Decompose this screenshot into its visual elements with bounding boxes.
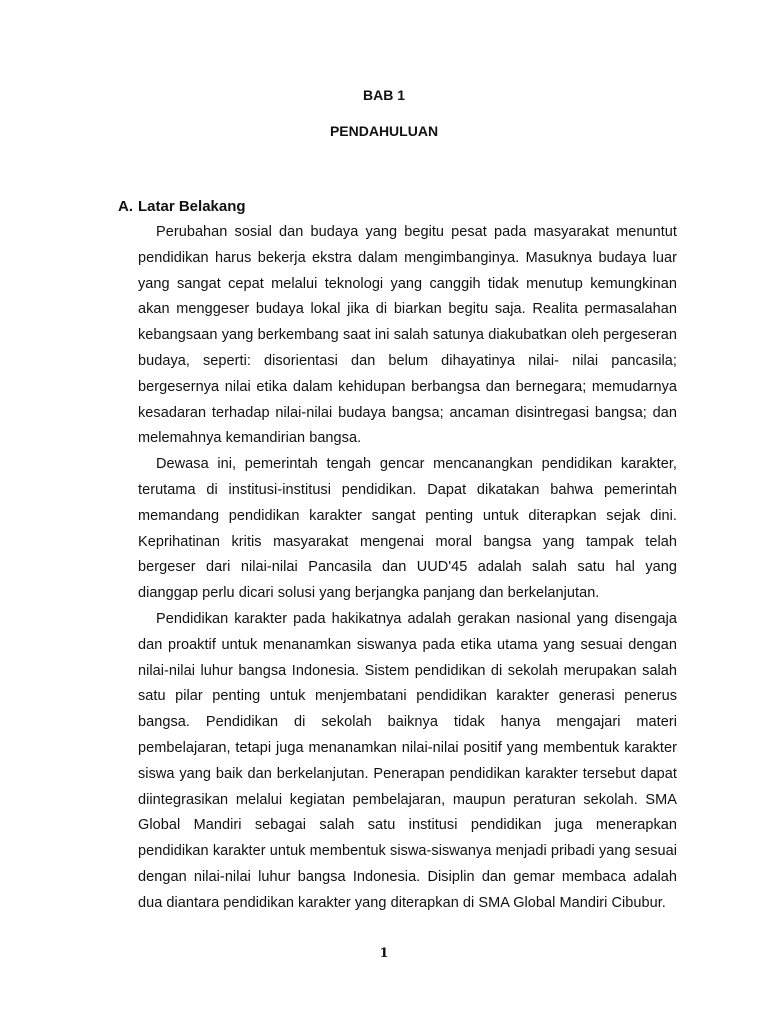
page-number: 1	[379, 946, 389, 961]
chapter-label: BAB 1	[362, 87, 405, 103]
section-letter: A.	[118, 198, 133, 215]
body-text	[138, 220, 677, 917]
chapter-title: PENDAHULUAN	[329, 123, 439, 139]
paragraph-2: Dewasa ini, pemerintah tengah gencar mencanangkan pendidikan karakter, terutama di institusi-institusi pendidikan. Dapat dikatakan bahwa pemerintah memandang pendidikan karakter sangat penting untuk diterapkan sejak dini. Keprihatinan kritis masyarakat mengenai moral bangsa yang tampak telah bergeser dari nilai-nilai Pancasila dan UUD'45 adalah salah satu hal yang dianggap perlu dicari solusi yang berjangka panjang dan berkelanjutan.	[138, 456, 677, 602]
section-title: Latar Belakang	[138, 198, 246, 215]
paragraph-1: Perubahan sosial dan budaya yang begitu pesat pada masyarakat menuntut pendidikan harus bekerja ekstra dalam mengimbanginya. Masuknya budaya luar yang sangat cepat melalui teknologi yang canggih tidak menutup kemungkinan akan menggeser budaya lokal jika di biarkan begitu saja. Realita permasalahan kebangsaan yang berkembang saat ini salah satunya diakubatkan oleh pergeseran budaya, seperti: disorientasi dan belum dihayatinya nilai- nilai pancasila; bergesernya nilai etika dalam kehidupan berbangsa dan bernegara; memudarnya kesadaran terhadap nilai-nilai budaya bangsa; ancaman disintregasi bangsa; dan melemahnya kemandirian bangsa.	[138, 224, 677, 447]
paragraph-3: Pendidikan karakter pada hakikatnya adalah gerakan nasional yang disengaja dan proaktif untuk menanamkan siswanya pada etika utama yang sesuai dengan nilai-nilai luhur bangsa Indonesia. Sistem pendidikan di sekolah merupakan salah satu pilar penting untuk menjembatani pendidikan karakter generasi penerus bangsa. Pendidikan di sekolah baiknya tidak hanya mengajari materi pembelajaran, tetapi juga menanamkan nilai-nilai positif yang membentuk karakter siswa yang baik dan berkelanjutan. Penerapan pendidikan karakter tersebut dapat diintegrasikan melalui kegiatan pembelajaran, maupun peraturan sekolah. SMA Global Mandiri sebagai salah satu institusi pendidikan juga menerapkan pendidikan karakter untuk membentuk siswa-siswanya menjadi pribadi yang sesuai dengan nilai-nilai luhur bangsa Indonesia. Disiplin dan gemar membaca adalah dua diantara pendidikan karakter yang diterapkan di SMA Global Mandiri Cibubur.	[138, 610, 677, 911]
section-heading	[118, 197, 246, 217]
